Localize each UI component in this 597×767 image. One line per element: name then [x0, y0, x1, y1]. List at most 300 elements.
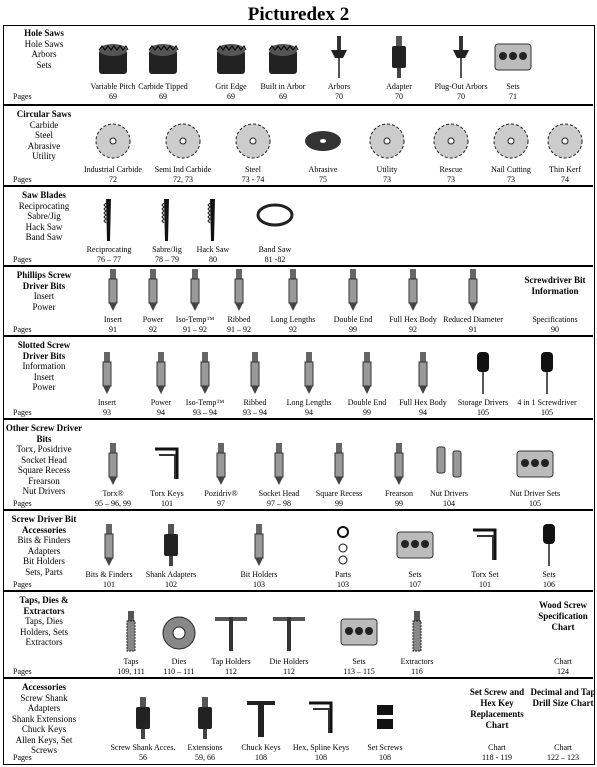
section-heading: Screw Driver Bit Accessories [11, 514, 77, 535]
saw-blade-icon [93, 117, 133, 168]
catalog-item[interactable] [478, 82, 548, 101]
blade-icon [89, 197, 129, 248]
catalog-item[interactable] [530, 165, 597, 184]
section-subitem: Reciprocating [18, 200, 70, 211]
item-page: 75 [319, 174, 327, 184]
item-name: Sabre/Jig [152, 245, 182, 254]
item-page: 93 [103, 407, 111, 417]
item-name: Sets [506, 82, 520, 91]
catalog-section [3, 590, 593, 677]
section-subitem: Hole Saws [24, 38, 64, 49]
section-heading: Other Screw Driver Bits [5, 423, 83, 444]
section-subitem: Sets, Parts [25, 566, 63, 577]
item-page: 99 [335, 498, 343, 508]
chart-reference[interactable] [520, 315, 590, 334]
catalog-item[interactable] [254, 657, 324, 676]
hole-saw-icon [143, 34, 183, 85]
adapter-icon [123, 695, 163, 746]
section-subitem: Frearson [28, 475, 60, 486]
item-name: Torx Keys [150, 489, 184, 498]
pages-label: Pages [13, 325, 32, 334]
item-name: Full Hex Body [399, 398, 447, 407]
item-page: 108 [255, 752, 267, 762]
section-subitem: Abrasive [27, 140, 61, 151]
hole-saw-icon [93, 34, 133, 85]
item-name: Power [142, 315, 164, 324]
item-name: Adapter [386, 82, 412, 91]
item-page: 72, 73 [173, 174, 193, 184]
section-category [5, 514, 83, 577]
pages-label: Pages [13, 255, 32, 264]
item-name: Sets [408, 570, 422, 579]
item-name: Taps [123, 657, 139, 666]
item-name: Insert [103, 315, 123, 324]
item-page: 69 [279, 91, 287, 101]
catalog-item[interactable] [352, 165, 422, 184]
item-page: 92 [149, 324, 157, 334]
item-page: 124 [557, 666, 569, 676]
section-subitem: Screw Shank Adapters [20, 692, 68, 713]
item-name: Grit Edge [215, 82, 247, 91]
item-name: Parts [335, 570, 351, 579]
chart-reference-label: Screwdriver Bit Information [524, 275, 586, 296]
blade-icon [193, 197, 233, 248]
item-page: 101 [161, 498, 173, 508]
bit-icon [239, 522, 279, 573]
section-subitem: Bit Holders [23, 556, 65, 566]
hole-saw-icon [263, 34, 303, 85]
catalog-item[interactable] [438, 315, 508, 334]
item-name: Shank Adapters [145, 570, 197, 579]
bit-icon [453, 267, 493, 318]
item-page: 94 [157, 407, 165, 417]
section-subitem: Insert [33, 291, 55, 301]
catalog-section [3, 185, 593, 265]
abrasive-disc-icon [303, 117, 343, 168]
item-name: Rescue [439, 165, 463, 174]
item-page: 113 – 115 [343, 666, 375, 676]
catalog-item[interactable] [218, 165, 288, 184]
section-subitem: Carbide [29, 119, 59, 130]
section-category [5, 109, 83, 162]
catalog-item[interactable] [500, 489, 570, 508]
catalog-item[interactable] [382, 657, 452, 676]
item-page: 93 – 94 [243, 407, 267, 417]
section-subitem: Information [22, 361, 66, 371]
item-name: Extractors [400, 657, 434, 666]
bit-icon [403, 350, 443, 401]
section-category [5, 28, 83, 70]
item-name: Chuck Keys [241, 743, 281, 752]
item-page: 70 [395, 91, 403, 101]
case-icon [339, 609, 379, 660]
section-subitem: Power [32, 382, 56, 392]
item-page: 73 [383, 174, 391, 184]
tap-icon [397, 609, 437, 660]
item-name: Tap Holders [211, 657, 251, 666]
saw-blade-icon [491, 117, 531, 168]
section-category [5, 340, 83, 393]
bit-icon [289, 350, 329, 401]
item-page: 71 [509, 91, 517, 101]
item-page: 104 [443, 498, 455, 508]
item-page: 74 [561, 174, 569, 184]
catalog-section [3, 509, 593, 590]
item-name: Carbide Tipped [138, 82, 188, 91]
item-name: Extensions [187, 743, 223, 752]
item-page: 91 [109, 324, 117, 334]
adapter-icon [379, 34, 419, 85]
catalog-section [3, 418, 593, 509]
item-page: 116 [411, 666, 423, 676]
item-name: Hack Saw [196, 245, 230, 254]
case-icon [515, 441, 555, 492]
item-name: Bits & Finders [85, 570, 133, 579]
item-page: 99 [363, 407, 371, 417]
item-name: Insert [97, 398, 117, 407]
item-page: 56 [139, 752, 147, 762]
pages-label: Pages [13, 580, 32, 589]
catalog-item[interactable] [128, 82, 198, 101]
item-page: 97 [217, 498, 225, 508]
item-page: 112 [225, 666, 237, 676]
tap-icon [111, 609, 151, 660]
pages-label: Pages [13, 753, 32, 762]
item-page: 80 [209, 254, 217, 264]
item-name: Reciprocating [86, 245, 132, 254]
section-subitem: Sets [36, 59, 52, 70]
item-page: 108 [315, 752, 327, 762]
bit-icon [379, 441, 419, 492]
bit-icon [141, 350, 181, 401]
key-icon [147, 441, 187, 492]
pages-label: Pages [13, 408, 32, 417]
section-subitem: Band Saw [25, 232, 63, 242]
catalog-item[interactable] [178, 245, 248, 264]
item-name: Variable Pitch [90, 82, 136, 91]
item-page: 70 [335, 91, 343, 101]
section-subitem: Arbors [31, 49, 57, 59]
saw-blade-icon [163, 117, 203, 168]
catalog-item[interactable] [350, 743, 420, 762]
bit-icon [89, 522, 129, 573]
item-name: Bit Holders [240, 570, 278, 579]
chart-reference[interactable] [528, 657, 597, 676]
item-name: Long Lengths [286, 398, 332, 407]
item-name: Chart [554, 657, 572, 666]
item-name: Storage Drivers [457, 398, 509, 407]
item-name: Nut Drivers [430, 489, 468, 498]
catalog-item[interactable] [240, 245, 310, 264]
driver-icon [463, 350, 503, 401]
item-page: 59, 66 [195, 752, 215, 762]
item-name: Nut Driver Sets [509, 489, 561, 498]
case-icon [395, 522, 435, 573]
page-title: Picturedex 2 [247, 4, 350, 25]
key-icon [301, 695, 341, 746]
catalog-item[interactable] [288, 165, 358, 184]
section-subitem: Insert [33, 371, 55, 382]
catalog-item[interactable] [450, 570, 520, 589]
item-name: Sets [352, 657, 366, 666]
item-page: 109, 111 [117, 666, 145, 676]
section-subitem: Bits & Finders [17, 535, 71, 545]
item-name: Abrasive [308, 165, 338, 174]
section-category [5, 595, 83, 648]
bit-icon [185, 350, 225, 401]
section-subitem: Hack Saw [25, 221, 63, 232]
item-page: 69 [109, 91, 117, 101]
bit-icon [347, 350, 387, 401]
ring-icon [323, 522, 363, 573]
chuck-key-icon [241, 695, 281, 746]
section-heading: Circular Saws [16, 109, 72, 119]
item-page: 103 [253, 579, 265, 589]
item-name: Torx® [102, 489, 124, 498]
item-name: Chart [488, 743, 506, 752]
section-subitem: Extractors [25, 637, 63, 647]
catalog-item[interactable] [414, 489, 484, 508]
section-subitem: Holders, Sets [20, 626, 68, 637]
item-page: 101 [103, 579, 115, 589]
arbor-icon [319, 34, 359, 85]
section-subitem: Power [32, 301, 56, 312]
section-subitem: Steel [35, 130, 53, 140]
bit-icon [259, 441, 299, 492]
item-name: Die Holders [269, 657, 309, 666]
chart-reference[interactable] [462, 743, 532, 762]
item-page: 102 [165, 579, 177, 589]
item-name: Thin Kerf [549, 165, 581, 174]
bit-icon [93, 441, 133, 492]
catalog-item[interactable] [224, 570, 294, 589]
catalog-item[interactable] [364, 82, 434, 101]
driver-icon [529, 522, 569, 573]
item-page: 97 – 98 [267, 498, 291, 508]
catalog-item[interactable] [380, 570, 450, 589]
item-page: 90 [551, 324, 559, 334]
bit-icon [319, 441, 359, 492]
catalog-section [3, 677, 596, 763]
chart-reference[interactable] [528, 743, 597, 762]
item-name: Utility [376, 165, 398, 174]
item-page: 70 [457, 91, 465, 101]
item-name: Dies [171, 657, 187, 666]
item-page: 105 [477, 407, 489, 417]
item-name: Iso-Temp™ [175, 315, 215, 324]
section-subitem: Shank Extensions [11, 713, 77, 724]
tap-holder-icon [269, 609, 309, 660]
item-name: Nail Cutting [491, 165, 531, 174]
item-page: 99 [395, 498, 403, 508]
catalog-item[interactable] [136, 570, 206, 589]
pages-label: Pages [13, 499, 32, 508]
item-name: Hex, Spline Keys [292, 743, 350, 752]
catalog-item[interactable] [514, 570, 584, 589]
section-subitem: Allen Keys, Set Screws [15, 734, 73, 755]
bit-icon [201, 441, 241, 492]
catalog-section [3, 25, 593, 104]
bit-icon [273, 267, 313, 318]
section-category [5, 190, 83, 243]
item-name: Ribbed [243, 398, 267, 407]
item-name: Arbors [327, 82, 351, 91]
item-page: 91 – 92 [227, 324, 251, 334]
section-subitem: Chuck Keys [21, 724, 67, 734]
item-page: 99 [349, 324, 357, 334]
item-name: Frearson [385, 489, 413, 498]
section-category [5, 423, 83, 497]
item-name: Semi Ind Carbide [154, 165, 212, 174]
item-name: Torx Set [471, 570, 499, 579]
item-name: Reduced Diameter [443, 315, 503, 324]
item-page: 108 [379, 752, 391, 762]
item-page: 78 – 79 [155, 254, 179, 264]
catalog-section [3, 265, 593, 335]
section-heading: Saw Blades [22, 190, 66, 200]
bit-icon [93, 267, 133, 318]
item-name: Industrial Carbide [84, 165, 142, 174]
section-subitem: Taps, Dies [25, 616, 63, 626]
section-subitem: Square Recess [17, 465, 71, 475]
chart-reference-label: Set Screw and Hex Key Replacements Chart [469, 687, 525, 730]
adapter-icon [151, 522, 191, 573]
item-name: Double End [333, 315, 373, 324]
bit-icon [133, 267, 173, 318]
catalog-item[interactable] [308, 570, 378, 589]
bit-icon [175, 267, 215, 318]
saw-blade-icon [431, 117, 471, 168]
item-name: Socket Head [258, 489, 300, 498]
catalog-item[interactable] [108, 743, 178, 762]
item-page: 91 – 92 [183, 324, 207, 334]
adapter-icon [185, 695, 225, 746]
item-page: 95 – 96, 99 [95, 498, 131, 508]
arbor-icon [441, 34, 481, 85]
section-subitem: Torx, Posidrive [16, 444, 72, 454]
blade-icon [147, 197, 187, 248]
catalog-item[interactable] [74, 570, 144, 589]
item-page: 73 [507, 174, 515, 184]
catalog-item[interactable] [448, 398, 518, 417]
item-page: 110 – 111 [163, 666, 195, 676]
item-name: Power [150, 398, 172, 407]
chart-reference-label: Decimal and Tap Drill Size Chart [530, 687, 596, 708]
item-name: Double End [347, 398, 387, 407]
tap-holder-icon [211, 609, 251, 660]
section-heading: Taps, Dies & Extractors [19, 595, 69, 616]
item-page: 93 – 94 [193, 407, 217, 417]
item-name: Ribbed [227, 315, 251, 324]
item-page: 81 -82 [264, 254, 286, 264]
item-page: 91 [469, 324, 477, 334]
catalog-item[interactable] [148, 165, 218, 184]
item-page: 92 [409, 324, 417, 334]
section-subitem: Nut Drivers [22, 486, 66, 496]
catalog-item[interactable] [286, 743, 356, 762]
driver-icon [527, 350, 567, 401]
item-page: 94 [419, 407, 427, 417]
die-icon [159, 609, 199, 660]
section-heading: Slotted Screw Driver Bits [17, 340, 71, 361]
catalog-item[interactable] [78, 165, 148, 184]
item-page: 101 [479, 579, 491, 589]
section-category [5, 270, 83, 312]
item-name: Set Screws [367, 743, 403, 752]
pages-label: Pages [13, 175, 32, 184]
item-page: 105 [529, 498, 541, 508]
item-name: Long Lengths [270, 315, 316, 324]
item-page: 112 [283, 666, 295, 676]
bit-icon [235, 350, 275, 401]
nut-driver-icon [429, 441, 469, 492]
item-name: 4 in 1 Screwdriver [517, 398, 577, 407]
section-subitem: Utility [32, 151, 56, 161]
item-page: 103 [337, 579, 349, 589]
item-name: Steel [245, 165, 261, 174]
section-subitem: Adapters [27, 545, 61, 556]
case-icon [493, 34, 533, 85]
bit-icon [393, 267, 433, 318]
item-page: 72 [109, 174, 117, 184]
section-heading: Phillips Screw Driver Bits [16, 270, 72, 291]
catalog-section [3, 335, 593, 418]
item-page: 69 [227, 91, 235, 101]
item-page: 94 [305, 407, 313, 417]
bit-icon [333, 267, 373, 318]
key-icon [465, 522, 505, 573]
item-name: Sets [542, 570, 556, 579]
item-page: 76 – 77 [97, 254, 121, 264]
section-category [5, 682, 83, 756]
item-page: 106 [543, 579, 555, 589]
section-subitem: Sabre/Jig [27, 211, 61, 221]
chart-reference-label: Wood Screw Specification Chart [538, 600, 588, 632]
hole-saw-icon [211, 34, 251, 85]
item-page: 73 [447, 174, 455, 184]
saw-blade-icon [233, 117, 273, 168]
item-name: Chart [554, 743, 572, 752]
band-saw-icon [255, 197, 295, 248]
section-heading: Hole Saws [24, 28, 64, 38]
item-page: 118 - 119 [481, 752, 513, 762]
saw-blade-icon [545, 117, 585, 168]
bit-icon [87, 350, 127, 401]
item-page: 105 [541, 407, 553, 417]
bit-icon [219, 267, 259, 318]
item-name: Specifications [532, 315, 578, 324]
pages-label: Pages [13, 667, 32, 676]
item-page: 92 [289, 324, 297, 334]
item-name: Built in Arbor [260, 82, 306, 91]
section-subitem: Socket Head [21, 454, 67, 465]
item-name: Iso-Temp™ [185, 398, 225, 407]
item-page: 69 [159, 91, 167, 101]
item-page: 122 – 123 [547, 752, 579, 762]
catalog-section [3, 104, 593, 185]
item-name: Screw Shank Acces. [110, 743, 176, 752]
set-screw-icon [365, 695, 405, 746]
item-name: Full Hex Body [389, 315, 437, 324]
section-heading: Accessories [22, 682, 66, 692]
item-name: Pozidriv® [204, 489, 238, 498]
catalog-item[interactable] [512, 398, 582, 417]
item-name: Band Saw [258, 245, 292, 254]
item-name: Plug-Out Arbors [434, 82, 488, 91]
item-page: 107 [409, 579, 421, 589]
item-page: 73 - 74 [241, 174, 265, 184]
pages-label: Pages [13, 92, 32, 101]
